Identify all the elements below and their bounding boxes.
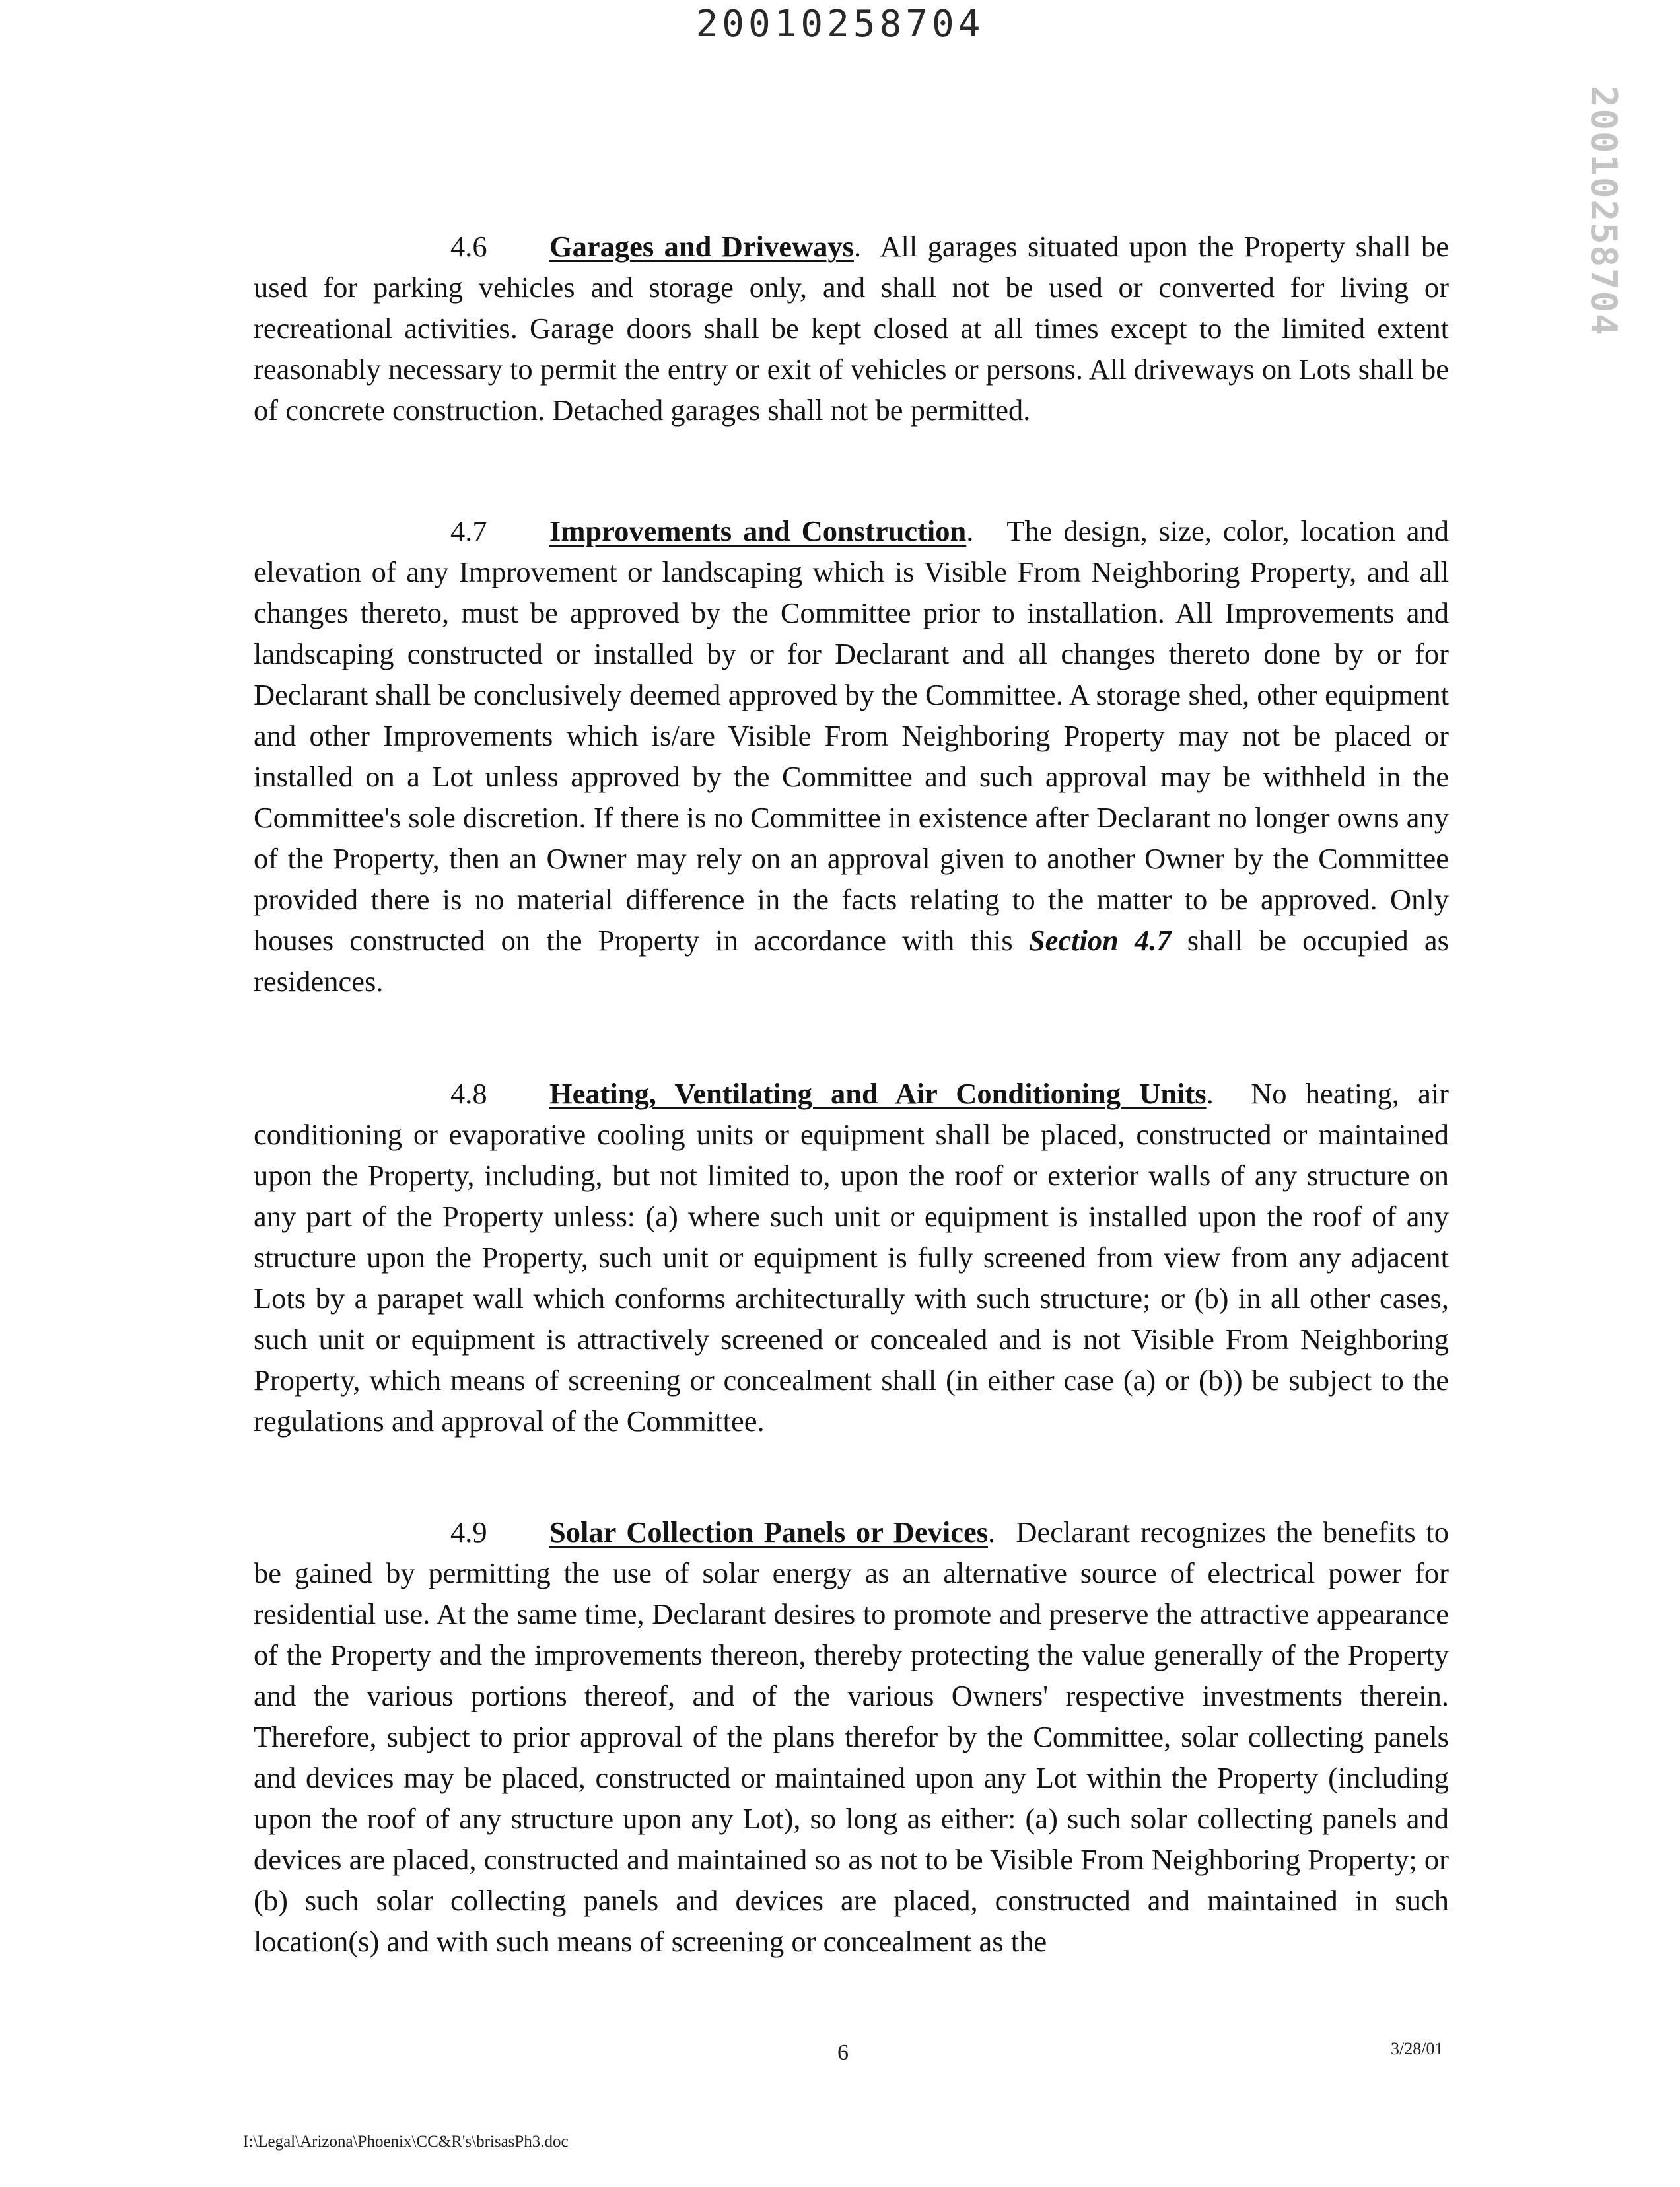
section-4-9: 4.9 Solar Collection Panels or Devices. Declarant recognizes the benefits to be gained by permitting the use of solar energy as an alternative source of electrical power for residential use. At the same time, Declarant desires to promote and preserve the attractive appearance of the Property and the improvements thereon, thereby protecting the value generally of the Property and the various portions thereof, and of the various Owners' respective investments therein. Therefore, subject to prior approval of the plans therefor by the Committee, solar collecting panels and devices may be placed, constructed or maintained upon any Lot within the Property (including upon the roof of any structure upon any Lot), so long as either: (a) such solar collecting panels and devices are placed, constructed and maintained so as not to be Visible From Neighboring Property; or (b) such solar collecting panels and devices are placed, constructed and maintained in such location(s) and with such means of screening or concealment as the	[254, 1511, 1449, 1962]
section-4-6: 4.6 Garages and Driveways. All garages situated upon the Property shall be used for parking vehicles and storage only, and shall not be used or converted for living or recreational activities. Garage doors shall be kept closed at all times except to the limited extent reasonably necessary to permit the entry or exit of vehicles or persons. All driveways on Lots shall be of concrete construction. Detached garages shall not be permitted.	[254, 226, 1449, 431]
section-title: Solar Collection Panels or Devices	[549, 1515, 989, 1548]
section-number: 4.8	[450, 1077, 487, 1110]
section-title: Improvements and Construction	[549, 514, 967, 547]
section-body: No heating, air conditioning or evaporative cooling units or equipment shall be placed, constructed or maintained upon the Property, including, but not limited to, upon the roof or exterior walls of any structure on any part of the Property unless: (a) where such unit or equipment is installed upon the roof of any structure upon the Property, such unit or equipment is fully screened from view from any adjacent Lots by a parapet wall which conforms architecturally with such structure; or (b) in all other cases, such unit or equipment is attractively screened or concealed and is not Visible From Neighboring Property, which means of screening or concealment shall (in either case (a) or (b)) be subject to the regulations and approval of the Committee.	[254, 1077, 1449, 1438]
section-body: The design, size, color, location and elevation of any Improvement or landscaping which is Visible From Neighboring Property, and all changes thereto, must be approved by the Committee prior to installation. All Improvements and landscaping constructed or installed by or for Declarant and all changes thereto done by or for Declarant shall be conclusively deemed approved by the Committee. A storage shed, other equipment and other Improvements which is/are Visible From Neighboring Property may not be placed or installed on a Lot unless approved by the Committee and such approval may be withheld in the Committee's sole discretion. If there is no Committee in existence after Declarant no longer owns any of the Property, then an Owner may rely on an approval given to another Owner by the Committee provided there is no material difference in the facts relating to the matter to be approved. Only houses constructed on the Property in accordance with this	[254, 514, 1449, 957]
section-body: Declarant recognizes the benefits to be gained by permitting the use of solar energy as an alternative source of electrical power for residential use. At the same time, Declarant desires to promote and preserve the attractive appearance of the Property and the improvements thereon, thereby protecting the value generally of the Property and the various portions thereof, and of the various Owners' respective investments therein. Therefore, subject to prior approval of the plans therefor by the Committee, solar collecting panels and devices may be placed, constructed or maintained upon any Lot within the Property (including upon the roof of any structure upon any Lot), so long as either: (a) such solar collecting panels and devices are placed, constructed and maintained so as not to be Visible From Neighboring Property; or (b) such solar collecting panels and devices are placed, constructed and maintained in such location(s) and with such means of screening or concealment as the	[254, 1515, 1449, 1958]
section-4-8: 4.8 Heating, Ventilating and Air Conditioning Units. No heating, air conditioning or evaporative cooling units or equipment shall be placed, constructed or maintained upon the Property, including, but not limited to, upon the roof or exterior walls of any structure on any part of the Property unless: (a) where such unit or equipment is installed upon the roof of any structure upon the Property, such unit or equipment is fully screened from view from any adjacent Lots by a parapet wall which conforms architecturally with such structure; or (b) in all other cases, such unit or equipment is attractively screened or concealed and is not Visible From Neighboring Property, which means of screening or concealment shall (in either case (a) or (b)) be subject to the regulations and approval of the Committee.	[254, 1073, 1449, 1441]
section-title: Garages and Driveways	[549, 230, 854, 263]
section-reference: Section 4.7	[1028, 924, 1172, 957]
section-4-7: 4.7 Improvements and Construction. The design, size, color, location and elevation of any Improvement or landscaping which is Visible From Neighboring Property, and all changes thereto, must be approved by the Committee prior to installation. All Improvements and landscaping constructed or installed by or for Declarant and all changes thereto done by or for Declarant shall be conclusively deemed approved by the Committee. A storage shed, other equipment and other Improvements which is/are Visible From Neighboring Property may not be placed or installed on a Lot unless approved by the Committee and such approval may be withheld in the Committee's sole discretion. If there is no Committee in existence after Declarant no longer owns any of the Property, then an Owner may rely on an approval given to another Owner by the Committee provided there is no material difference in the facts relating to the matter to be approved. Only houses constructed on the Property in accordance with this Section 4.7 shall be occupied as residences.	[254, 510, 1449, 1002]
file-path: I:\Legal\Arizona\Phoenix\CC&R's\brisasPh3.doc	[243, 2133, 569, 2151]
revision-date: 3/28/01	[1391, 2039, 1444, 2058]
page-number: 6	[837, 2040, 849, 2065]
recording-number: 20010258704	[695, 3, 985, 46]
section-title: Heating, Ventilating and Air Conditioning Units	[549, 1077, 1207, 1110]
section-number: 4.6	[450, 230, 487, 263]
section-body: All garages situated upon the Property shall be used for parking vehicles and storage only, and shall not be used or converted for living or recreational activities. Garage doors shall be kept closed at all times except to the limited extent reasonably necessary to permit the entry or exit of vehicles or persons. All driveways on Lots shall be of concrete construction. Detached garages shall not be permitted.	[254, 230, 1450, 427]
section-number: 4.7	[450, 514, 487, 547]
side-recording-stamp: 20010258704	[1583, 86, 1625, 337]
section-number: 4.9	[450, 1515, 487, 1548]
section-body-end: shall be occupied as residences.	[254, 924, 1449, 998]
